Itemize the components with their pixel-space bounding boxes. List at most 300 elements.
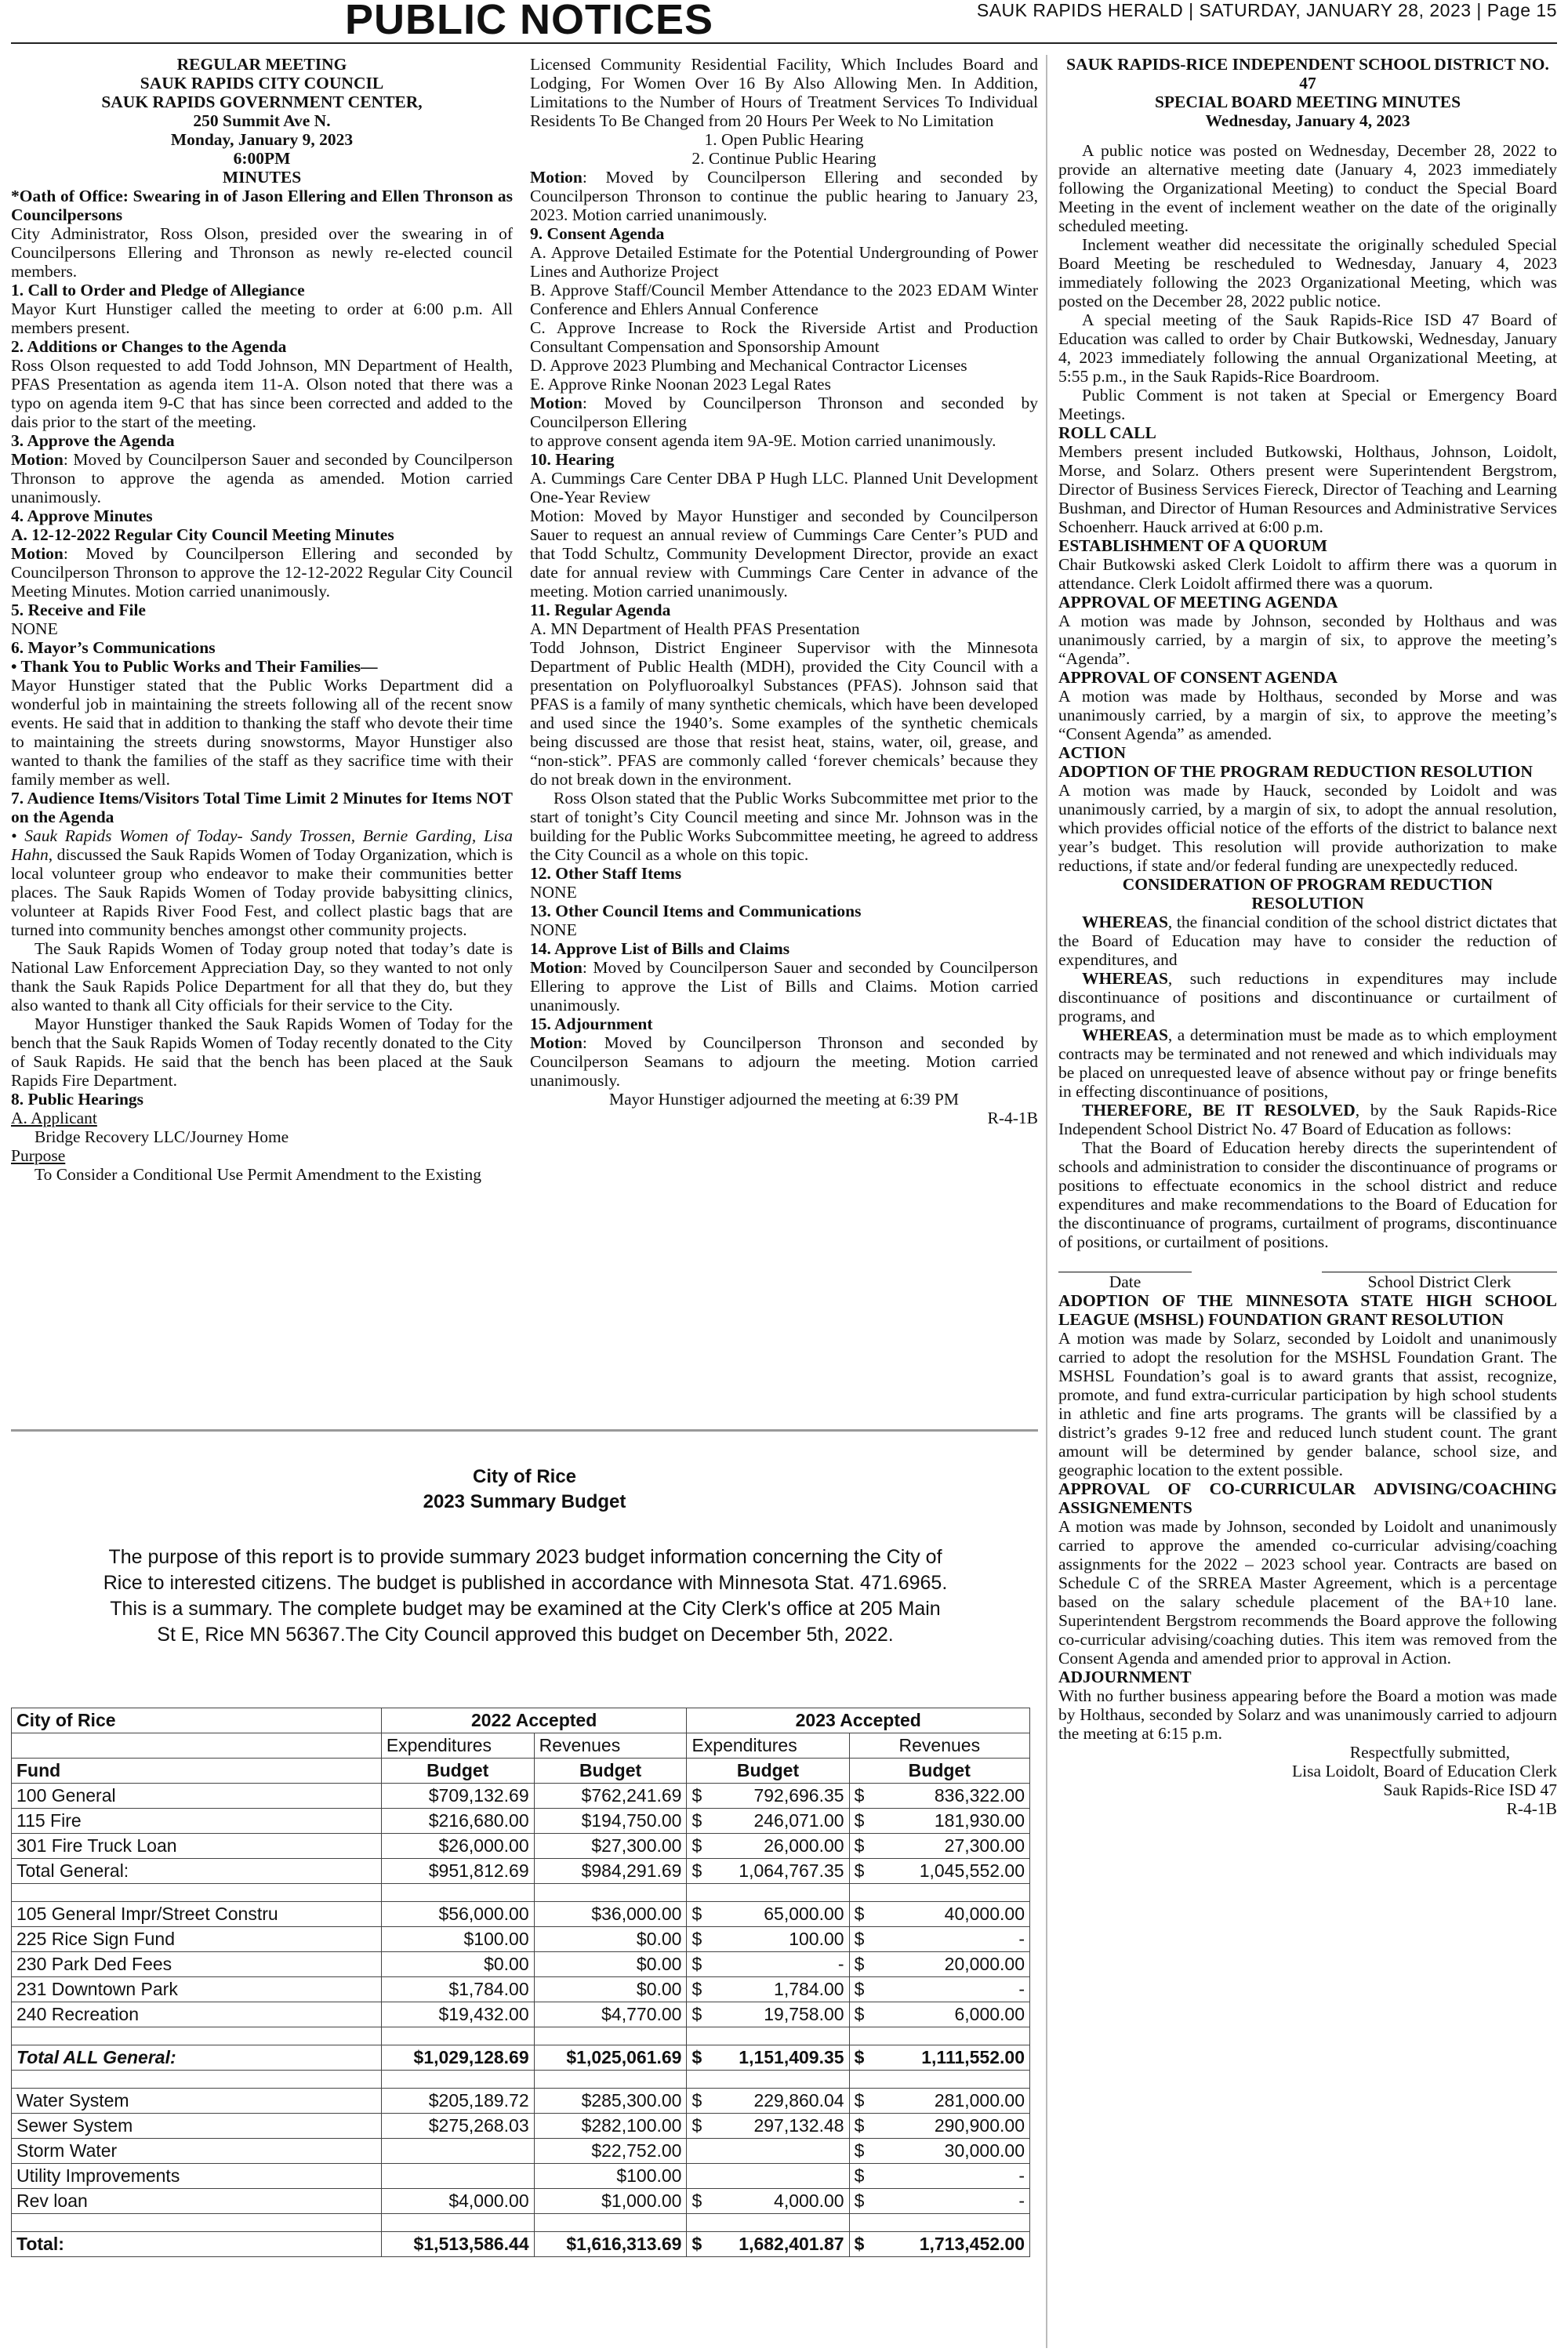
s8-applicant-value: Bridge Recovery LLC/Journey Home (34, 1127, 289, 1146)
budget-table (11, 1708, 1030, 2257)
budget-dollar-cell: $ (849, 1859, 871, 1884)
budget-dollar-cell: $ (849, 1834, 871, 1859)
budget-fund-cell: 225 Rice Sign Fund (12, 1927, 382, 1952)
cocurricular-heading: APPROVAL OF CO-CURRICULAR ADVISING/COACHING ASSIGNEMENTS (1058, 1479, 1557, 1517)
s11-para-1: Todd Johnson, District Engineer Supervisor with the Minnesota Department of Public Health (MDH), provided the City Council with a presentation on Polyfluoroalkyl Substances (PFAS). Johnson said that PFAS is a family of many synthetic chemicals, which have been developed and used since the 1940’s. Some examples of the synthetic chemicals being discussed are those that resist heat, stains, water, oil, grease, and “non-stick”. PFAS are commonly called ‘forever chemicals’ because they do not break down in the environment. (530, 638, 1038, 789)
budget-dollar-cell: $ (687, 1902, 709, 1927)
budget-fund-cell: 301 Fire Truck Loan (12, 1834, 382, 1859)
budget-fund-cell: 105 General Impr/Street Constru (12, 1902, 382, 1927)
roll-call-text: Members present included Butkowski, Holthaus, Johnson, Loidolt, Morse, and Solarz. Others present were Superintendent Bergstrom, Director of Business Services Fiereck, Director of Teaching and Learning Bushman, and Director of Human Resources and Administrative Services Schoenherr. Hauck arrived at 6:00 p.m. (1058, 442, 1557, 536)
s7-lead: • Sauk Rapids Women of Today- Sandy Trossen, Bernie Garding, Lisa Hahn (11, 826, 513, 864)
masthead-rule (11, 42, 1557, 44)
s2-text: Ross Olson requested to add Todd Johnson, MN Department of Health, PFAS Presentation as agenda item 11-A. Olson noted that there was a typo on agenda item 9-C that has since been corrected and added to the dais prior to the start of the meeting. (11, 356, 513, 431)
budget-exp-2023-cell: 792,696.35 (709, 1784, 849, 1809)
s10-heading: 10. Hearing (530, 450, 615, 469)
s15-motion-text: : Moved by Councilperson Thronson and seconded by Councilperson Seamans to adjourn the meeting. Motion carried unanimously. (530, 1033, 1038, 1090)
cocurricular-text: A motion was made by Johnson, seconded by Loidolt and unanimously carried to approve the amended co-curricular advising/coaching assignments for the 2022 – 2023 school year. Contracts are based on Schedule C of the SRREA Master Agreement, which is a percentage based on the salary schedule placement of the BA+10 lane. Superintendent Bergstrom recommends the Board approve the following co-curricular advising/coaching duties. This item was removed from the Consent Agenda and amended prior to approval in Action. (1058, 1517, 1557, 1668)
budget-spacer-row (12, 2027, 1030, 2045)
budget-exp-2023-cell: 1,151,409.35 (709, 2045, 849, 2071)
budget-rev-2022-cell: $27,300.00 (534, 1834, 687, 1859)
s7-heading: 7. Audience Items/Visitors Total Time Limit 2 Minutes for Items NOT on the Agenda (11, 789, 513, 826)
hdr-budget-e23: Budget (687, 1759, 849, 1784)
s3-motion (11, 450, 513, 506)
budget-exp-2023-cell: 65,000.00 (709, 1902, 849, 1927)
budget-fund-cell: Total ALL General: (12, 2045, 382, 2071)
s6-text: Mayor Hunstiger stated that the Public Works Department did a wonderful job in maintaining the streets following all of the recent snow events. He said that in addition to thanking the staff who devote their time to maintaining the streets during snowstorms, Mayor Hunstiger also wanted to thank the families of the staff as they sacrifice time with their family member as well. (11, 676, 513, 789)
paper-dateline: SAUK RAPIDS HERALD | SATURDAY, JANUARY 28, 2023 | Page 15 (976, 0, 1557, 20)
program-reduction-text: A motion was made by Hauck, seconded by Loidolt and was unanimously carried, by a margin of six, to adopt the annual resolution, which provides official notice of the efforts of the district to balance next year’s budget. This resolution will provide authorization to make reductions, if state and/or federal funding are unexpectedly reduced. (1058, 781, 1557, 875)
budget-rev-2022-cell: $285,300.00 (534, 2089, 687, 2114)
budget-spacer-row (12, 1884, 1030, 1902)
s3-text: : Moved by Councilperson Sauer and seconded by Councilperson Thronson to approve the agenda as amended. Motion carried unanimously. (11, 450, 513, 506)
budget-rev-2023-cell: - (871, 1977, 1029, 2002)
budget-exp-2022-cell: $56,000.00 (381, 1902, 534, 1927)
s8-purpose-cont: Licensed Community Residential Facility, Which Includes Board and Lodging, For Women Over 16 By Also Allowing Men. In Addition, Limitations to the Number of Hours of Treatment Services To Individual Residents To Be Changed from 20 Hours Per Week to No Limitation (530, 55, 1038, 130)
budget-row (12, 1952, 1030, 1977)
budget-spacer-cell (849, 2027, 871, 2045)
hdr-rev-2022: Revenues (534, 1733, 687, 1759)
budget-exp-2022-cell: $4,000.00 (381, 2189, 534, 2214)
whereas-3-text: , a determination must be made as to which employment contracts may be terminated and not renewed and which individuals may be placed on unrequested leave of absence without pay or fringe benefits in effecting discontinuance of positions, (1058, 1025, 1557, 1101)
s9-heading: 9. Consent Agenda (530, 224, 665, 243)
consent-heading: APPROVAL OF CONSENT AGENDA (1058, 668, 1338, 687)
city-heading-7: MINUTES (222, 168, 302, 187)
s15-heading: 15. Adjournment (530, 1014, 653, 1033)
s9-motion (530, 394, 1038, 431)
budget-dollar-cell: $ (849, 2164, 871, 2189)
budget-header-row-3 (12, 1759, 1030, 1784)
s14-motion-text: : Moved by Councilperson Sauer and seconded by Councilperson Ellering to approve the List of Bills and Claims. Motion carried unanimously. (530, 958, 1038, 1014)
budget-rev-2023-cell: 1,111,552.00 (871, 2045, 1029, 2071)
budget-rev-2022-cell: $1,025,061.69 (534, 2045, 687, 2071)
budget-rev-2023-cell: 181,930.00 (871, 1809, 1029, 1834)
s15-closing: Mayor Hunstiger adjourned the meeting at 6:39 PM (608, 1090, 960, 1109)
closing-2: Lisa Loidolt, Board of Education Clerk (1292, 1762, 1557, 1780)
city-heading-3: SAUK RAPIDS GOVERNMENT CENTER, (101, 93, 423, 111)
budget-fund-cell: Sewer System (12, 2114, 382, 2139)
budget-exp-2023-cell: 1,064,767.35 (709, 1859, 849, 1884)
budget-rev-2023-cell: - (871, 1927, 1029, 1952)
budget-row (12, 2089, 1030, 2114)
budget-spacer-cell (534, 2071, 687, 2089)
hdr-city: City of Rice (12, 1708, 382, 1733)
oath-text: City Administrator, Ross Olson, presided over the swearing in of Councilpersons Ellering and Thronson as newly re-elected council members. (11, 224, 513, 281)
budget-dollar-cell: $ (849, 2002, 871, 2027)
quorum-heading: ESTABLISHMENT OF A QUORUM (1058, 536, 1328, 555)
budget-row (12, 1834, 1030, 1859)
budget-intro: The purpose of this report is to provide summary 2023 budget information concerning the City of Rice to interested citizens. The budget is published in accordance with Minnesota Stat. 471.6965. This is a summary. The complete budget may be examined at the City Clerk's office at 205 Main St E, Rice MN 56367.The City Council approved this budget on December 5th, 2022. (103, 1546, 948, 1646)
budget-spacer-cell (709, 1884, 849, 1902)
budget-spacer-cell (534, 1884, 687, 1902)
quorum-text: Chair Butkowski asked Clerk Loidolt to affirm there was a quorum in attendance. Clerk Loidolt affirmed there was a quorum. (1058, 555, 1557, 593)
school-para-3: A special meeting of the Sauk Rapids-Rice ISD 47 Board of Education was called to order by Chair Butkowski, Wednesday, January 4, 2023 immediately following the annual Organizational Meeting, at 5:55 p.m., in the Sauk Rapids-Rice Boardroom. (1058, 310, 1557, 386)
budget-rev-2023-cell: 40,000.00 (871, 1902, 1029, 1927)
s11-para-2: Ross Olson stated that the Public Works Subcommittee met prior to the start of tonight’s City Council meeting and since Mr. Johnson was in the building for the Public Works Subcommittee meeting, he agreed to address the City Council as a whole on this topic. (530, 789, 1038, 864)
budget-spacer-cell (871, 2071, 1029, 2089)
hdr-budget-r22: Budget (534, 1759, 687, 1784)
budget-spacer-cell (381, 1884, 534, 1902)
budget-rev-2023-cell: 281,000.00 (871, 2089, 1029, 2114)
budget-exp-2023-cell: 1,682,401.87 (709, 2232, 849, 2257)
program-reduction-heading: ADOPTION OF THE PROGRAM REDUCTION RESOLUTION (1058, 762, 1534, 781)
hdr-exp-2023: Expenditures (687, 1733, 849, 1759)
budget-dollar-cell: $ (849, 1902, 871, 1927)
roll-call-heading: ROLL CALL (1058, 423, 1156, 442)
hdr-fund: Fund (12, 1759, 382, 1784)
budget-spacer-cell (687, 2071, 709, 2089)
s8-heading: 8. Public Hearings (11, 1090, 144, 1109)
hdr-2023: 2023 Accepted (687, 1708, 1030, 1733)
budget-fund-cell: Water System (12, 2089, 382, 2114)
s8-step-2: 2. Continue Public Hearing (691, 149, 877, 168)
budget-exp-2023-cell: 229,860.04 (709, 2089, 849, 2114)
school-notice-code: R-4-1B (1506, 1799, 1557, 1818)
budget-rev-2023-cell: 27,300.00 (871, 1834, 1029, 1859)
budget-rev-2022-cell: $984,291.69 (534, 1859, 687, 1884)
resolution-body: That the Board of Education hereby directs the superintendent of schools and administration to consider the discontinuance of programs or positions to effectuate economics in the school district and reduce expenditures and make recommendations to the Board of Education for the discontinuance of programs, curtailment of programs, discontinuance of positions, or curtailment of positions. (1058, 1138, 1557, 1251)
budget-row (12, 1927, 1030, 1952)
agenda-text: A motion was made by Johnson, seconded by Holthaus and was unanimously carried, by a margin of six, to approve the meeting’s “Agenda”. (1058, 612, 1557, 668)
budget-fund-cell: Storm Water (12, 2139, 382, 2164)
budget-row (12, 2232, 1030, 2257)
city-heading-6: 6:00PM (233, 149, 291, 168)
budget-row (12, 2002, 1030, 2027)
budget-exp-2022-cell: $19,432.00 (381, 2002, 534, 2027)
budget-spacer-cell (534, 2214, 687, 2232)
s9-item-b: B. Approve Staff/Council Member Attendance to the 2023 EDAM Winter Conference and Ehlers Annual Conference (530, 281, 1038, 318)
column-rule (1046, 55, 1047, 2348)
therefore-label: THEREFORE, BE IT RESOLVED (1082, 1101, 1356, 1120)
budget-rev-2022-cell: $282,100.00 (534, 2114, 687, 2139)
budget-rev-2022-cell: $0.00 (534, 1977, 687, 2002)
budget-exp-2023-cell: 19,758.00 (709, 2002, 849, 2027)
s3-heading: 3. Approve the Agenda (11, 431, 175, 450)
budget-row (12, 2045, 1030, 2071)
budget-title-1: City of Rice (472, 1466, 577, 1487)
s10-motion: Motion: Moved by Mayor Hunstiger and seconded by Councilperson Sauer to request an annual review of Cummings Care Center’s PUD and that Todd Schultz, Community Development Director, provide an exact date for annual review with Cummings Care Center in advance of the meeting. Motion carried unanimously. (530, 506, 1038, 601)
budget-exp-2023-cell: 297,132.48 (709, 2114, 849, 2139)
budget-spacer-cell (687, 2214, 709, 2232)
s7-para-b: The Sauk Rapids Women of Today group noted that today’s date is National Law Enforcement Appreciation Day, so they wanted to not only thank the Sauk Rapids Police Department for all that they do, but they also wanted to thank all City officials for their service to the City. (11, 939, 513, 1014)
budget-dollar-cell: $ (687, 2189, 709, 2214)
oath-heading: *Oath of Office: Swearing in of Jason Ellering and Ellen Thronson as Councilpersons (11, 187, 513, 224)
city-heading-4: 250 Summit Ave N. (193, 111, 331, 130)
action-heading: ACTION (1058, 743, 1127, 762)
budget-dollar-cell: $ (849, 2045, 871, 2071)
therefore-text: , by the Sauk Rapids-Rice Independent School District No. 47 Board of Education as follows: (1058, 1101, 1557, 1138)
budget-spacer-row (12, 2214, 1030, 2232)
s9-item-a: A. Approve Detailed Estimate for the Potential Undergrounding of Power Lines and Authorize Project (530, 243, 1038, 281)
s11-item-a: A. MN Department of Health PFAS Presentation (530, 619, 860, 638)
city-heading-2: SAUK RAPIDS CITY COUNCIL (140, 74, 384, 93)
budget-fund-cell: Utility Improvements (12, 2164, 382, 2189)
signature-date: Date (1058, 1272, 1192, 1291)
s2-heading: 2. Additions or Changes to the Agenda (11, 337, 287, 356)
s6-lead: • Thank You to Public Works and Their Families— (11, 657, 378, 676)
budget-dollar-cell: $ (687, 1809, 709, 1834)
s8-purpose-label: Purpose (11, 1146, 66, 1165)
whereas-label: WHEREAS (1082, 969, 1168, 988)
motion-label: Motion (530, 958, 583, 977)
budget-rev-2023-cell: - (871, 2189, 1029, 2214)
budget-row (12, 1809, 1030, 1834)
budget-spacer-cell (849, 2214, 871, 2232)
budget-exp-2023-cell (709, 2164, 849, 2189)
budget-rev-2023-cell: 20,000.00 (871, 1952, 1029, 1977)
hdr-blank (12, 1733, 382, 1759)
s10-item-a: A. Cummings Care Center DBA P Hugh LLC. Planned Unit Development One-Year Review (530, 469, 1038, 506)
s4a-heading: A. 12-12-2022 Regular City Council Meeting Minutes (11, 525, 394, 544)
motion-label: Motion (530, 1033, 583, 1052)
s9-item-c: C. Approve Increase to Rock the Riverside Artist and Production Consultant Compensation and Sponsorship Amount (530, 318, 1038, 356)
s11-heading: 11. Regular Agenda (530, 601, 671, 619)
adjournment-text: With no further business appearing before the Board a motion was made by Holthaus, seconded by Solarz and was unanimously carried to adjourn the meeting at 6:15 p.m. (1058, 1686, 1557, 1743)
budget-dollar-cell: $ (849, 1952, 871, 1977)
budget-dollar-cell: $ (849, 1977, 871, 2002)
budget-exp-2022-cell: $951,812.69 (381, 1859, 534, 1884)
s7a-text: , discussed the Sauk Rapids Women of Today Organization, which is local volunteer group who endeavor to make their communities better places. The Sauk Rapids Women of Today provide babysitting clinics, volunteer at Rapids River Food Fest, and collect plastic bags that are turned into community benches amongst other community projects. (11, 845, 513, 939)
city-notice-code: R-4-1B (987, 1109, 1038, 1127)
budget-spacer-cell (849, 2071, 871, 2089)
budget-row (12, 2164, 1030, 2189)
budget-exp-2022-cell: $26,000.00 (381, 1834, 534, 1859)
budget-rev-2023-cell: 6,000.00 (871, 2002, 1029, 2027)
budget-exp-2023-cell (709, 2139, 849, 2164)
s4-motion (11, 544, 513, 601)
budget-spacer-cell (709, 2214, 849, 2232)
s15-motion (530, 1033, 1038, 1090)
whereas-1-text: , the financial condition of the school district dictates that the Board of Education may have to consider the reduction of expenditures, and (1058, 913, 1557, 969)
budget-rev-2023-cell: 836,322.00 (871, 1784, 1029, 1809)
budget-dollar-cell: $ (687, 2232, 709, 2257)
whereas-1 (1058, 913, 1557, 969)
s13-none: NONE (530, 920, 577, 939)
budget-fund-cell: 100 General (12, 1784, 382, 1809)
signature-block (1058, 1272, 1557, 1291)
school-para-2: Inclement weather did necessitate the originally scheduled Special Board Meeting be rescheduled to Wednesday, January 4, 2023 immediately following the 2023 Organizational Meeting, which was posted on the December 28, 2022 public notice. (1058, 235, 1557, 310)
budget-spacer-cell (381, 2071, 534, 2089)
budget-row (12, 1784, 1030, 1809)
budget-exp-2022-cell (381, 2164, 534, 2189)
budget-dollar-cell: $ (687, 2089, 709, 2114)
city-heading-5: Monday, January 9, 2023 (170, 130, 354, 149)
budget-dollar-cell: $ (849, 1784, 871, 1809)
budget-exp-2022-cell: $1,784.00 (381, 1977, 534, 2002)
motion-label: Motion (530, 394, 583, 412)
whereas-label: WHEREAS (1082, 1025, 1168, 1044)
s8-motion (530, 168, 1038, 224)
budget-row (12, 2189, 1030, 2214)
budget-exp-2022-cell: $1,029,128.69 (381, 2045, 534, 2071)
budget-row (12, 1859, 1030, 1884)
budget-dollar-cell: $ (687, 2002, 709, 2027)
budget-fund-cell: Total General: (12, 1859, 382, 1884)
budget-row (12, 1977, 1030, 2002)
signature-clerk: School District Clerk (1322, 1272, 1557, 1291)
s8-step-1: 1. Open Public Hearing (704, 130, 864, 149)
s4-text: : Moved by Councilperson Ellering and seconded by Councilperson Thronson to approve the 12-12-2022 Regular City Council Meeting Minutes. Motion carried unanimously. (11, 544, 513, 601)
closing-1: Respectfully submitted, (1349, 1743, 1510, 1762)
budget-fund-cell: Total: (12, 2232, 382, 2257)
s1-text: Mayor Kurt Hunstiger called the meeting to order at 6:00 p.m. All members present. (11, 299, 513, 337)
s12-none: NONE (530, 883, 577, 902)
school-minutes-col (1058, 55, 1557, 1818)
budget-header-row-1 (12, 1708, 1030, 1733)
adjournment-heading: ADJOURNMENT (1058, 1668, 1192, 1686)
budget-dollar-cell: $ (849, 1809, 871, 1834)
budget-spacer-cell (871, 2027, 1029, 2045)
budget-spacer-cell (687, 1884, 709, 1902)
therefore (1058, 1101, 1557, 1138)
s9-item-e: E. Approve Rinke Noonan 2023 Legal Rates (530, 375, 831, 394)
s8-purpose-value: To Consider a Conditional Use Permit Amendment to the Existing (34, 1165, 481, 1184)
s6-heading: 6. Mayor’s Communications (11, 638, 216, 657)
budget-row (12, 2114, 1030, 2139)
budget-fund-cell: 231 Downtown Park (12, 1977, 382, 2002)
budget-spacer-cell (381, 2214, 534, 2232)
budget-rev-2023-cell: 30,000.00 (871, 2139, 1029, 2164)
budget-rev-2022-cell: $1,000.00 (534, 2189, 687, 2214)
budget-dollar-cell (687, 2139, 709, 2164)
hdr-2022: 2022 Accepted (381, 1708, 687, 1733)
budget-exp-2022-cell: $0.00 (381, 1952, 534, 1977)
budget-spacer-cell (534, 2027, 687, 2045)
budget-dollar-cell: $ (849, 2139, 871, 2164)
budget-exp-2023-cell: 100.00 (709, 1927, 849, 1952)
budget-row (12, 1902, 1030, 1927)
city-minutes-col2 (530, 55, 1038, 1127)
hdr-rev-2023: Revenues (849, 1733, 1029, 1759)
whereas-2-text: , such reductions in expenditures may include discontinuance of positions and discontinuance or curtailment of programs, and (1058, 969, 1557, 1025)
budget-rev-2022-cell: $36,000.00 (534, 1902, 687, 1927)
s5-none: NONE (11, 619, 58, 638)
budget-exp-2023-cell: 1,784.00 (709, 1977, 849, 2002)
s4-heading: 4. Approve Minutes (11, 506, 153, 525)
s8-motion-text: : Moved by Councilperson Ellering and seconded by Councilperson Thronson to continue the public hearing to January 23, 2023. Motion carried unanimously. (530, 168, 1038, 224)
budget-exp-2023-cell: 4,000.00 (709, 2189, 849, 2214)
budget-header-row-2 (12, 1733, 1030, 1759)
budget-fund-cell: 115 Fire (12, 1809, 382, 1834)
budget-exp-2022-cell: $216,680.00 (381, 1809, 534, 1834)
hdr-budget-e22: Budget (381, 1759, 534, 1784)
budget-rev-2022-cell: $4,770.00 (534, 2002, 687, 2027)
budget-spacer-cell (709, 2071, 849, 2089)
budget-spacer-cell (849, 1884, 871, 1902)
budget-rev-2022-cell: $0.00 (534, 1927, 687, 1952)
whereas-2 (1058, 969, 1557, 1025)
budget-spacer-cell (381, 2027, 534, 2045)
budget-fund-cell: Rev loan (12, 2189, 382, 2214)
budget-dollar-cell: $ (687, 1977, 709, 2002)
consent-text: A motion was made by Holthaus, seconded by Morse and was unanimously carried, by a margin of six, to approve the meeting’s “Consent Agenda” as amended. (1058, 687, 1557, 743)
budget-exp-2022-cell: $205,189.72 (381, 2089, 534, 2114)
budget-exp-2023-cell: 246,071.00 (709, 1809, 849, 1834)
s7-para-c: Mayor Hunstiger thanked the Sauk Rapids Women of Today for the bench that the Sauk Rapids Women of Today recently donated to the City of Sauk Rapids. He said that the bench has been placed at the Sauk Rapids Fire Department. (11, 1014, 513, 1090)
budget-exp-2023-cell: - (709, 1952, 849, 1977)
budget-spacer-row (12, 2071, 1030, 2089)
whereas-3 (1058, 1025, 1557, 1101)
budget-rev-2023-cell: - (871, 2164, 1029, 2189)
budget-dollar-cell: $ (687, 2045, 709, 2071)
budget-dollar-cell: $ (687, 1927, 709, 1952)
budget-spacer-cell (687, 2027, 709, 2045)
budget-dollar-cell: $ (849, 2189, 871, 2214)
budget-dollar-cell (687, 2164, 709, 2189)
s1-heading: 1. Call to Order and Pledge of Allegiance (11, 281, 305, 299)
budget-spacer-cell (709, 2027, 849, 2045)
budget-dollar-cell: $ (849, 1927, 871, 1952)
school-heading-2: SPECIAL BOARD MEETING MINUTES (1154, 93, 1461, 111)
budget-rev-2023-cell: 1,713,452.00 (871, 2232, 1029, 2257)
motion-label: Motion (11, 450, 64, 469)
budget-title-2: 2023 Summary Budget (423, 1491, 626, 1512)
budget-fund-cell: 230 Park Ded Fees (12, 1952, 382, 1977)
closing-3: Sauk Rapids-Rice ISD 47 (1383, 1780, 1557, 1799)
budget-dollar-cell: $ (687, 1784, 709, 1809)
budget-rev-2022-cell: $22,752.00 (534, 2139, 687, 2164)
budget-exp-2022-cell: $709,132.69 (381, 1784, 534, 1809)
whereas-label: WHEREAS (1082, 913, 1168, 931)
s5-heading: 5. Receive and File (11, 601, 146, 619)
school-heading-3: Wednesday, January 4, 2023 (1205, 111, 1410, 130)
s7-para-a (11, 826, 513, 939)
school-para-4: Public Comment is not taken at Special or Emergency Board Meetings. (1058, 386, 1557, 423)
s9-motion-2: to approve consent agenda item 9A-9E. Motion carried unanimously. (530, 431, 996, 450)
budget-dollar-cell: $ (849, 2232, 871, 2257)
budget-rev-2022-cell: $100.00 (534, 2164, 687, 2189)
s9-item-d: D. Approve 2023 Plumbing and Mechanical Contractor Licenses (530, 356, 967, 375)
budget-spacer-cell (871, 2214, 1029, 2232)
s8-applicant-label: A. Applicant (11, 1109, 97, 1127)
section-title: PUBLIC NOTICES (345, 0, 714, 43)
budget-rev-2022-cell: $762,241.69 (534, 1784, 687, 1809)
s14-heading: 14. Approve List of Bills and Claims (530, 939, 790, 958)
budget-heading (11, 1465, 1038, 1515)
budget-dollar-cell: $ (687, 1834, 709, 1859)
budget-spacer-cell (12, 2027, 382, 2045)
budget-row (12, 2139, 1030, 2164)
mshsl-text: A motion was made by Solarz, seconded by Loidolt and unanimously carried to adopt the resolution for the MSHSL Foundation Grant. The MSHSL Foundation’s goal is to award grants that assist, recognize, promote, and fund extra-curricular participation by high school students in athletic and fine arts programs. The grants will be classified by a district’s grades 9-12 free and reduced lunch student count. The grant amount will be determined by gender balance, school size, and geographic location to the extent possible. (1058, 1329, 1557, 1479)
s14-motion (530, 958, 1038, 1014)
budget-rev-2022-cell: $1,616,313.69 (534, 2232, 687, 2257)
budget-exp-2022-cell (381, 2139, 534, 2164)
s12-heading: 12. Other Staff Items (530, 864, 682, 883)
budget-exp-2022-cell: $1,513,586.44 (381, 2232, 534, 2257)
budget-dollar-cell: $ (687, 1952, 709, 1977)
motion-label: Motion (11, 544, 64, 563)
budget-spacer-cell (12, 2071, 382, 2089)
budget-rev-2023-cell: 290,900.00 (871, 2114, 1029, 2139)
hdr-exp-2022: Expenditures (381, 1733, 534, 1759)
budget-spacer-cell (12, 2214, 382, 2232)
budget-fund-cell: 240 Recreation (12, 2002, 382, 2027)
agenda-heading: APPROVAL OF MEETING AGENDA (1058, 593, 1338, 612)
budget-dollar-cell: $ (849, 2114, 871, 2139)
school-para-1: A public notice was posted on Wednesday, December 28, 2022 to provide an alternative meeting date (January 4, 2023 immediately following the Organizational Meeting) to conduct the Special Board Meeting in the event of inclement weather on the date of the originally scheduled meeting. (1058, 141, 1557, 235)
budget-rev-2022-cell: $194,750.00 (534, 1809, 687, 1834)
budget-rev-2022-cell: $0.00 (534, 1952, 687, 1977)
motion-label: Motion (530, 168, 583, 187)
budget-rev-2023-cell: 1,045,552.00 (871, 1859, 1029, 1884)
s13-heading: 13. Other Council Items and Communications (530, 902, 862, 920)
city-minutes-col1 (11, 55, 513, 1184)
hdr-budget-r23: Budget (849, 1759, 1029, 1784)
budget-spacer-cell (871, 1884, 1029, 1902)
budget-exp-2022-cell: $100.00 (381, 1927, 534, 1952)
budget-dollar-cell: $ (687, 2114, 709, 2139)
city-heading-1: REGULAR MEETING (176, 55, 347, 74)
mshsl-heading: ADOPTION OF THE MINNESOTA STATE HIGH SCHOOL LEAGUE (MSHSL) FOUNDATION GRANT RESOLUTION (1058, 1291, 1557, 1329)
